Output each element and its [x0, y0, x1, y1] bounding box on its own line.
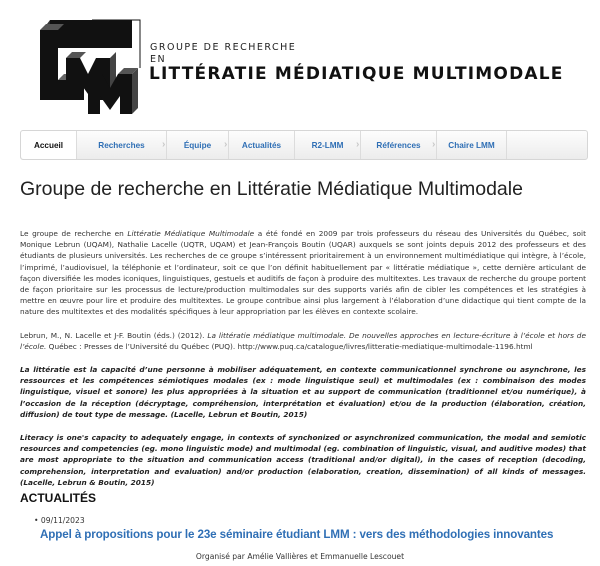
nav-label: Équipe	[183, 140, 212, 150]
intro-text-italic: Littératie Médiatique Multimodale	[127, 229, 255, 238]
lmm-logo-icon	[36, 18, 146, 116]
nav-references[interactable]	[361, 131, 437, 159]
nav-label: R2-LMM	[311, 140, 344, 150]
lmm-logo[interactable]	[36, 18, 146, 116]
nav-label: Recherches	[98, 140, 145, 150]
news-date-text: 09/11/2023	[40, 516, 85, 525]
chevron-right-icon: ›	[224, 139, 228, 150]
main-content	[20, 228, 586, 488]
nav-chaire-lmm[interactable]	[437, 131, 507, 159]
reference-paragraph	[20, 330, 586, 352]
header-line-2: EN	[150, 54, 167, 65]
intro-paragraph	[20, 228, 586, 318]
news-heading: ACTUALITÉS	[20, 491, 96, 505]
reference-text-1: Lebrun, M., N. Lacelle et J-F. Boutin (éds.) (2012).	[20, 330, 208, 340]
definition-fr: La littératie est la capacité d’une personne à mobiliser adéquatement, en contexte communicationnel synchrone ou asynchrone, les ressources et les compétences sémiotiques modales (ex : mode linguistique seul) et multimodales (ex : combinaison des modes linguistique, visuel et sonore) les plus appropriées à la situation et au support de communication (traditionnel et/ou numérique), à l’occasion de la réception (décryptage, compréhension, interprétation et évaluation) et/ou de la production (élaboration, création, diffusion) de tout type de message. (Lacelle, Lebrun et Boutin, 2015)	[20, 365, 586, 419]
nav-r2-lmm[interactable]	[295, 131, 361, 159]
nav-label: Accueil	[33, 140, 64, 150]
nav-label: Chaire LMM	[448, 140, 495, 150]
intro-text-2: a été fondé en 2009 par trois professeurs du réseau des Universités du Québec, soit Monique Lebrun (UQAM), Nathalie Lacelle (UQTR, UQAM) et Jean-François Boutin (UQAR) auxquels se sont joints depuis 2012 des professeurs et des étudiants de plusieurs universités. Les recherches de ce groupe s’intéressent prioritairement à un environnement multimédiatique qui intègre, à l’école, l’imprimé, l’audiovisuel, la téléphonie et l’ordinateur, soit ce que l’on définit habituellement par « littératie médiatique », cette dernière articulant de façon diversifiée les modes iconiques, linguistiques, gestuels et auditifs de façon à produire des multitextes. Les travaux de recherche du groupe portent de façon prioritaire sur les processus de lecture/production multimodales sur des supports variés afin de cibler les compétences et les stratégies à mettre en œuvre pour lire et produire des multitextes. Le groupe contribue ainsi plus largement à l’élaboration d’une didactique qui tient compte de la nature des multitextes et des modalités spécifiques à leur appropriation par les élèves en contexte scolaire.	[20, 229, 586, 317]
chevron-right-icon: ›	[356, 139, 360, 150]
nav-actualites[interactable]	[229, 131, 295, 159]
header-line-1: GROUPE DE RECHERCHE	[150, 42, 297, 53]
chevron-right-icon: ›	[162, 139, 166, 150]
news-date: • 09/11/2023	[34, 516, 85, 525]
nav-label: Références	[376, 140, 421, 150]
nav-equipe[interactable]	[167, 131, 229, 159]
main-nav	[20, 130, 588, 160]
intro-text-1: Le groupe de recherche en	[20, 229, 128, 238]
nav-accueil[interactable]	[21, 131, 77, 159]
nav-label: Actualités	[241, 140, 282, 150]
nav-recherches[interactable]	[77, 131, 167, 159]
site-title[interactable]: LITTÉRATIE MÉDIATIQUE MULTIMODALE	[149, 64, 564, 84]
news-subtitle: Organisé par Amélie Vallières et Emmanuelle Lescouet	[195, 552, 405, 561]
chevron-right-icon: ›	[432, 139, 436, 150]
page-title: Groupe de recherche en Littératie Médiatique Multimodale	[20, 178, 523, 200]
reference-text-italic: La littératie médiatique multimodale. De nouvelles approches en lecture-écriture à l’école et hors de l’école.	[20, 330, 586, 351]
reference-text-2: Québec : Presses de l’Université du Québec (PUQ). http://www.puq.ca/catalogue/livres/litteratie-mediatique-multimodale-1196.html	[46, 341, 533, 351]
news-title-link[interactable]: Appel à propositions pour le 23e séminaire étudiant LMM : vers des méthodologies innovantes	[40, 528, 554, 541]
definition-en: Literacy is one's capacity to adequately engage, in contexts of synchonized or asynchronized communication, the modal and semiotic resources and competencies (eg. mono linguistic mode) and multimodal (eg. combination of linguistic, visual, and auditive modes) that are most appropriate to the situation and communication access (traditional and/or digital), in the cases of reception (decoding, comprehension, interpretation and evaluation) and/or production (elaboration, creation, dissemination) of all kinds of messages. (Lacelle, Lebrun & Boutin, 2015)	[20, 433, 586, 487]
